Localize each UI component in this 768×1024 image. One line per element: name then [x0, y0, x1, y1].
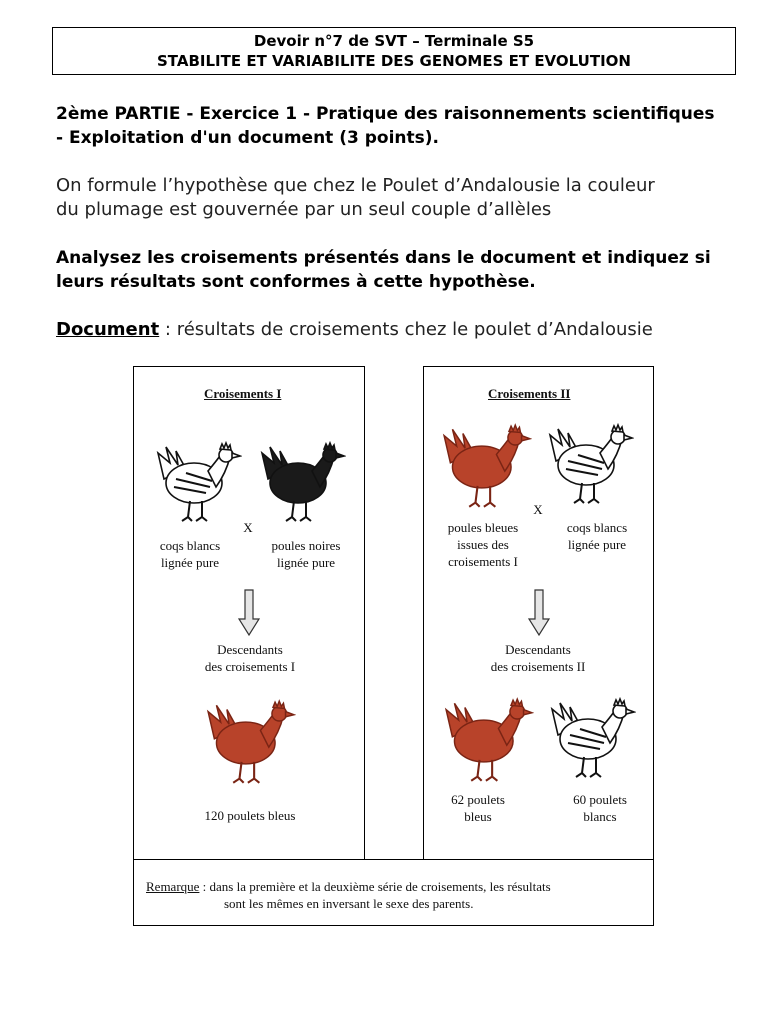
blue-hen-icon — [206, 699, 296, 787]
black-hen-icon — [260, 441, 346, 525]
panel2-parent-left-l2: issues des — [457, 537, 509, 552]
question-line1: Analysez les croisements présentés dans le document et indiquez si — [56, 248, 711, 268]
panel2-desc-l2: des croisements II — [490, 659, 586, 674]
panel2-parent-left-l3: croisements I — [448, 554, 518, 569]
panel2-result-left-l1: 62 poulets — [451, 792, 505, 807]
down-arrow-icon — [238, 589, 260, 637]
panel1-parent-left — [142, 537, 238, 571]
document-line — [56, 318, 746, 342]
panel2-parent-left-l1: poules bleues — [447, 520, 519, 535]
panel2-desc-l1: Descendants — [505, 642, 571, 657]
white-hen-icon — [548, 423, 634, 507]
remark-line1: : dans la première et la deuxième série de croisements, les résultats — [199, 879, 551, 894]
remark-text — [146, 878, 646, 912]
header-subtitle: STABILITE ET VARIABILITE DES GENOMES ET EVOLUTION — [157, 52, 631, 70]
remark-label: Remarque — [146, 879, 200, 894]
panel1-desc-l1: Descendants — [217, 642, 283, 657]
hypothesis-line2: du plumage est gouvernée par un seul couple d’allèles — [56, 199, 552, 220]
panel2-title: Croisements II — [488, 386, 571, 401]
panel1-cross-symbol: X — [243, 520, 253, 535]
document-text: : résultats de croisements chez le poulet d’Andalousie — [159, 319, 653, 340]
panel1-parent-right-l1: poules noires — [271, 538, 341, 553]
question-line2: leurs résultats sont conformes à cette hypothèse. — [56, 272, 536, 292]
white-hen-icon — [156, 441, 242, 525]
panel-croisements-2 — [423, 366, 654, 860]
remark-line2: sont les mêmes en inversant le sexe des parents. — [224, 896, 474, 911]
down-arrow-icon — [528, 589, 550, 637]
panel2-parent-right-l2: lignée pure — [567, 537, 627, 552]
panel1-parent-left-l1: coqs blancs — [159, 538, 221, 553]
remark-box — [133, 859, 654, 926]
panel2-parent-right-l1: coqs blancs — [566, 520, 628, 535]
panel2-result-right-l2: blancs — [583, 809, 617, 824]
panel2-parent-left — [428, 519, 538, 570]
blue-hen-icon — [442, 423, 532, 511]
hypothesis — [56, 174, 746, 222]
panel1-descendants — [150, 641, 350, 675]
question — [56, 246, 746, 294]
panel1-parent-right — [254, 537, 358, 571]
panel2-cross-symbol: X — [533, 502, 543, 517]
header-title: Devoir n°7 de SVT – Terminale S5 — [253, 32, 535, 50]
document-figure — [133, 366, 654, 926]
blue-hen-icon — [444, 697, 534, 785]
panel1-result: 120 poulets bleus — [204, 808, 296, 823]
hypothesis-line1: On formule l’hypothèse que chez le Poulet d’Andalousie la couleur — [56, 175, 655, 196]
document-label: Document — [56, 319, 160, 340]
panel1-parent-right-l2: lignée pure — [276, 555, 336, 570]
exercise-title-line2: - Exploitation d'un document (3 points). — [56, 128, 439, 148]
exercise-title — [56, 102, 746, 150]
panel2-result-left-l2: bleus — [464, 809, 492, 824]
panel2-parent-right — [548, 519, 646, 553]
panel2-result-right-l1: 60 poulets — [573, 792, 627, 807]
panel1-title: Croisements I — [204, 386, 282, 401]
white-hen-icon — [550, 697, 636, 781]
panel2-descendants — [438, 641, 638, 675]
panel2-result-left — [430, 791, 526, 825]
header-box — [52, 27, 736, 75]
panel2-result-right — [548, 791, 652, 825]
panel1-parent-left-l2: lignée pure — [160, 555, 220, 570]
panel-croisements-1 — [133, 366, 365, 860]
exercise-title-line1: 2ème PARTIE - Exercice 1 - Pratique des raisonnements scientifiques — [56, 104, 715, 124]
panel1-desc-l2: des croisements I — [204, 659, 296, 674]
